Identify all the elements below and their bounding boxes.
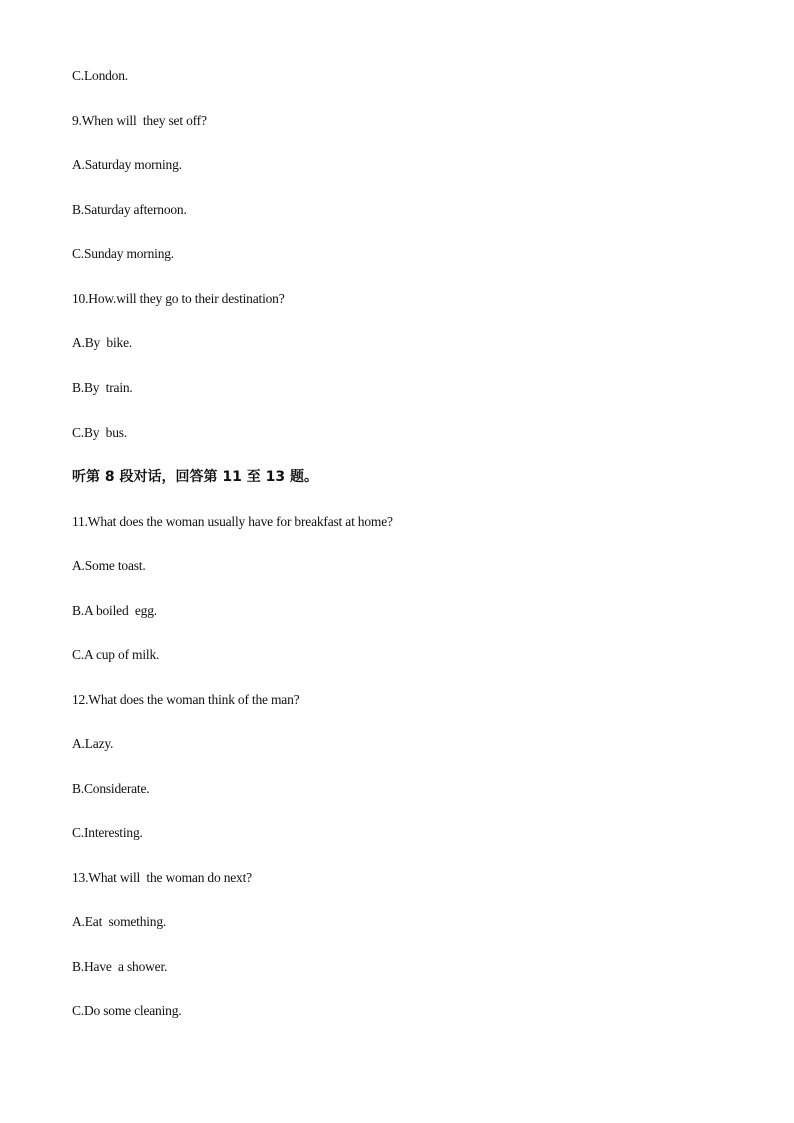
- question-9: 9.When will they set off?: [72, 113, 207, 128]
- option-11c: C.A cup of milk.: [72, 647, 160, 662]
- question-11: 11.What does the woman usually have for breakfast at home?: [72, 514, 393, 529]
- option-11a: A.Some toast.: [72, 558, 146, 573]
- question-10: 10.How.will they go to their destination?: [72, 291, 285, 306]
- option-10a: A.By bike.: [72, 335, 133, 350]
- section-heading: 听第 8 段对话，回答第 11 至 13 题。: [72, 469, 318, 485]
- option-13a: A.Eat something.: [72, 914, 167, 929]
- option-9b: B.Saturday afternoon.: [72, 202, 187, 217]
- option-8c: C.London.: [72, 68, 128, 83]
- option-11b: B.A boiled egg.: [72, 603, 157, 618]
- option-12c: C.Interesting.: [72, 825, 143, 840]
- option-10c: C.By bus.: [72, 425, 128, 440]
- option-10b: B.By train.: [72, 380, 133, 395]
- option-13b: B.Have a shower.: [72, 959, 168, 974]
- option-9c: C.Sunday morning.: [72, 246, 174, 261]
- option-13c: C.Do some cleaning.: [72, 1003, 182, 1018]
- option-9a: A.Saturday morning.: [72, 157, 182, 172]
- option-12b: B.Considerate.: [72, 781, 150, 796]
- question-13: 13.What will the woman do next?: [72, 870, 252, 885]
- option-12a: A.Lazy.: [72, 736, 114, 751]
- question-12: 12.What does the woman think of the man?: [72, 692, 300, 707]
